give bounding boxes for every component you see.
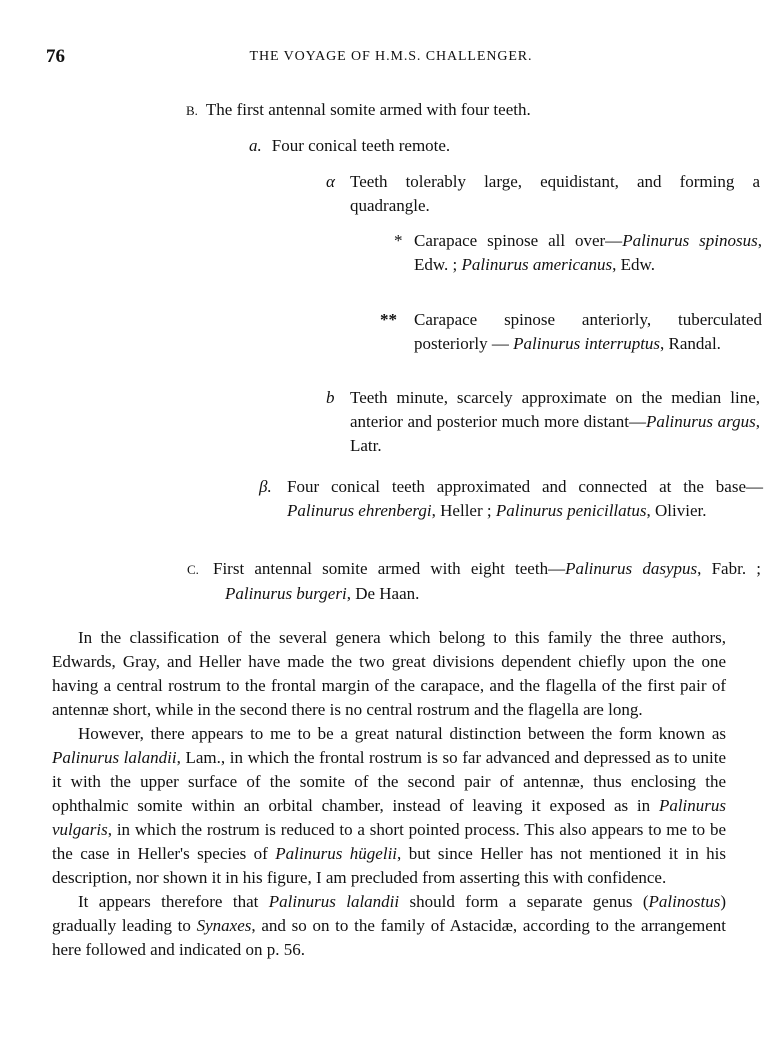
species-name: Palinurus ehrenbergi	[287, 501, 432, 520]
key-text: , De Haan.	[346, 584, 420, 603]
key-entry-alpha	[312, 170, 760, 218]
key-label: a.	[249, 136, 262, 155]
key-label: C.	[187, 562, 199, 577]
key-text: , Heller ;	[431, 501, 496, 520]
species-name: Palinurus vulgaris	[52, 796, 726, 839]
genus-name: Synaxes	[196, 916, 252, 935]
key-entry-B	[186, 98, 746, 123]
species-name: Palinurus interruptus	[513, 334, 661, 353]
key-text: Teeth minute, scarcely approximate on the median line, anterior and posterior much more distant—	[350, 388, 760, 431]
species-name: Palinurus argus	[645, 412, 756, 431]
species-name: Palinurus lalandii	[52, 748, 177, 767]
body-text	[52, 626, 726, 962]
key-text: , Olivier.	[646, 501, 707, 520]
key-text: , Latr.	[350, 412, 760, 455]
key-label: *	[394, 231, 403, 250]
species-name: Palinurus penicillatus	[495, 501, 647, 520]
key-label: b	[326, 388, 335, 407]
key-text: First antennal somite armed with eight teeth—	[213, 559, 566, 578]
key-label: α	[326, 172, 335, 191]
key-entry-C	[187, 557, 761, 606]
genus-name: Palinostus	[648, 892, 721, 911]
key-text: , Edw.	[612, 255, 655, 274]
key-entry-b	[312, 386, 760, 458]
species-name: Palinurus burgeri	[225, 584, 347, 603]
key-entry-double-star	[374, 308, 762, 356]
key-label: B.	[186, 103, 198, 118]
page-header	[46, 46, 736, 70]
species-name: Palinurus lalandii	[268, 892, 400, 911]
key-label: **	[380, 310, 397, 329]
key-label: β.	[259, 477, 272, 496]
key-text: Carapace spinose all over—	[414, 231, 623, 250]
paragraph-1: In the classification of the several genera which belong to this family the three authors, Edwards, Gray, and Heller have made the two great divisions dependent chiefly upon the one having a central rostrum to the frontal margin of the carapace, and the flagella of the first pair of antennæ short, while in the second there is no central rostrum and the flagella are long.	[52, 628, 726, 719]
key-text: The first antennal somite armed with four teeth.	[205, 100, 531, 119]
species-name: Palinurus dasypus	[565, 559, 698, 578]
key-text: , Edw. ;	[414, 231, 762, 274]
species-name: Palinurus spinosus	[622, 231, 758, 250]
running-title: THE VOYAGE OF H.M.S. CHALLENGER.	[249, 49, 533, 64]
key-text: , Randal.	[660, 334, 721, 353]
species-name: Palinurus hügelii	[275, 844, 398, 863]
paragraph-2: However, there appears to me to be a great natural distinction between the form known as Palinurus lalandii, Lam., in which the frontal rostrum is so far advanced and depressed as to unite it with the upper surface of the somite of the second pair of antennæ, thus enclosing the ophthalmic somite within an orbital chamber, instead of leaving it exposed as in Palinurus vulgaris, in which the rostrum is reduced to a short pointed process. This also appears to me to be the case in Heller's species of Palinurus hügelii, but since Heller has not mentioned it in his description, nor shown it in his figure, I am precluded from asserting this with confidence.	[52, 724, 727, 887]
key-text: Carapace spinose anteriorly, tuberculated posteriorly —	[414, 310, 762, 353]
key-entry-star	[374, 229, 762, 277]
key-text: , Fabr. ;	[697, 559, 762, 578]
key-entry-a	[249, 134, 729, 158]
key-text: Four conical teeth remote.	[271, 136, 451, 155]
key-entry-beta	[247, 475, 763, 523]
species-name: Palinurus americanus	[461, 255, 613, 274]
page-number: 76	[46, 46, 65, 67]
key-text: Four conical teeth approximated and connected at the base—	[287, 477, 763, 496]
paragraph-3: It appears therefore that Palinurus lalandii should form a separate genus (Palinostus) gradually leading to Synaxes, and so on to the family of Astacidæ, according to the arrangement here followed and indicated on p. 56.	[52, 892, 726, 959]
key-text: Teeth tolerably large, equidistant, and forming a quadrangle.	[350, 172, 760, 215]
